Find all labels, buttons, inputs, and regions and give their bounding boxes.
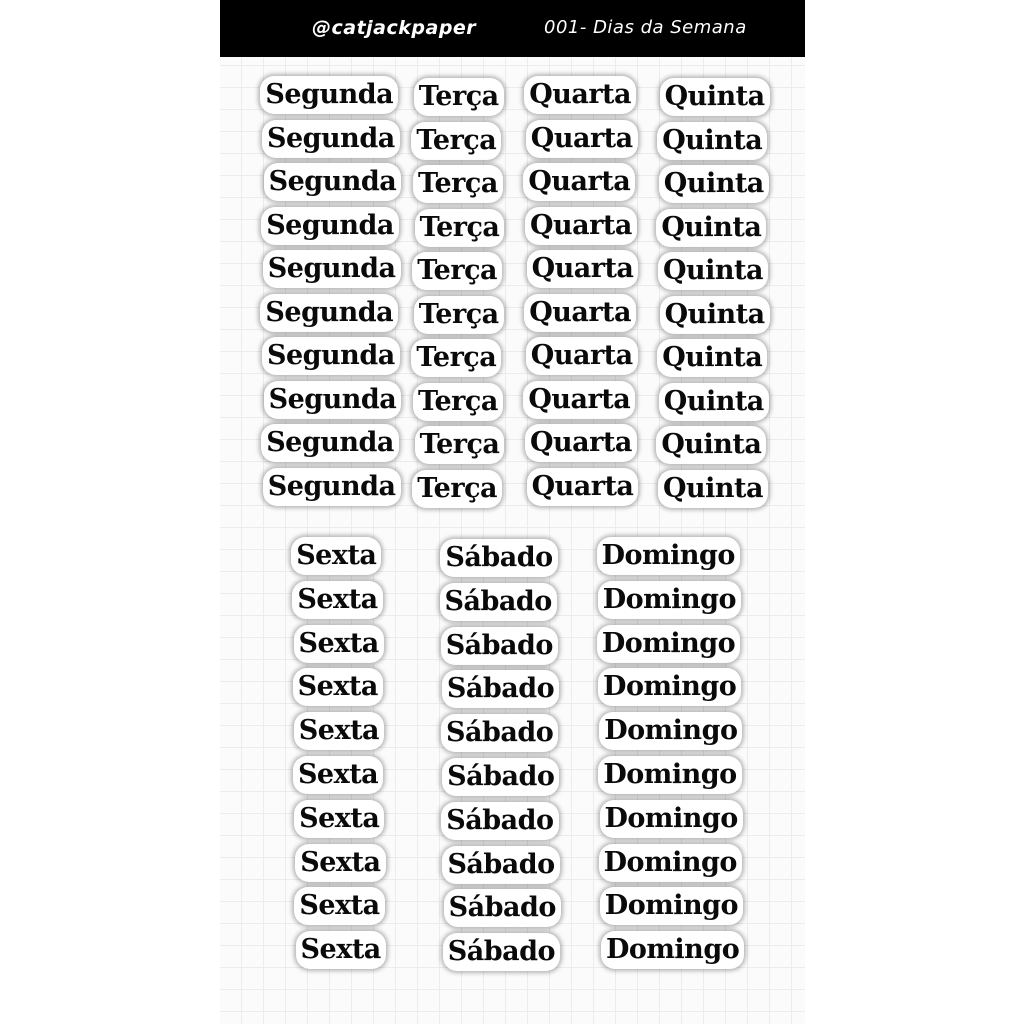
sticker-quinta: Quinta bbox=[658, 470, 768, 508]
sticker-quinta: Quinta bbox=[660, 296, 770, 334]
sticker-segunda: Segunda bbox=[263, 250, 401, 288]
sticker-terca: Terça bbox=[411, 339, 501, 377]
sticker-sexta: Sexta bbox=[294, 887, 384, 925]
sticker-sabado: Sábado bbox=[444, 889, 561, 927]
sticker-sexta: Sexta bbox=[294, 712, 384, 750]
sticker-sexta: Sexta bbox=[296, 931, 386, 969]
sticker-quinta: Quinta bbox=[658, 252, 768, 290]
sticker-sexta: Sexta bbox=[294, 800, 384, 838]
sticker-sabado: Sábado bbox=[441, 714, 558, 752]
sticker-terca: Terça bbox=[413, 165, 503, 203]
sticker-domingo: Domingo bbox=[598, 756, 741, 794]
sticker-quarta: Quarta bbox=[523, 163, 635, 201]
sticker-terca: Terça bbox=[411, 122, 501, 160]
sticker-segunda: Segunda bbox=[262, 120, 400, 158]
sticker-segunda: Segunda bbox=[261, 424, 399, 462]
sticker-sheet bbox=[220, 0, 805, 1024]
sticker-terca: Terça bbox=[415, 209, 505, 247]
sticker-sabado: Sábado bbox=[440, 539, 557, 577]
brand-handle: @catjackpaper bbox=[312, 17, 477, 39]
sticker-sabado: Sábado bbox=[443, 933, 560, 971]
sticker-segunda: Segunda bbox=[261, 207, 399, 245]
sticker-sabado: Sábado bbox=[442, 846, 559, 884]
sticker-terca: Terça bbox=[412, 252, 502, 290]
sticker-quarta: Quarta bbox=[525, 424, 637, 462]
sticker-domingo: Domingo bbox=[601, 931, 744, 969]
sticker-sabado: Sábado bbox=[442, 670, 559, 708]
sticker-segunda: Segunda bbox=[263, 468, 401, 506]
sticker-quarta: Quarta bbox=[527, 468, 639, 506]
sticker-quinta: Quinta bbox=[657, 339, 767, 377]
sticker-sexta: Sexta bbox=[292, 581, 382, 619]
sticker-sabado: Sábado bbox=[441, 627, 558, 665]
sticker-terca: Terça bbox=[414, 296, 504, 334]
sticker-domingo: Domingo bbox=[598, 581, 741, 619]
sticker-terca: Terça bbox=[415, 426, 505, 464]
sticker-terca: Terça bbox=[412, 470, 502, 508]
sticker-sabado: Sábado bbox=[441, 802, 558, 840]
sticker-segunda: Segunda bbox=[260, 294, 398, 332]
sticker-domingo: Domingo bbox=[599, 712, 742, 750]
sticker-domingo: Domingo bbox=[600, 887, 743, 925]
sticker-sabado: Sábado bbox=[440, 583, 557, 621]
sticker-quinta: Quinta bbox=[656, 426, 766, 464]
sticker-quinta: Quinta bbox=[659, 383, 769, 421]
sticker-segunda: Segunda bbox=[262, 337, 400, 375]
sticker-sexta: Sexta bbox=[291, 537, 381, 575]
sticker-domingo: Domingo bbox=[598, 668, 741, 706]
sheet-title: 001- Dias da Semana bbox=[544, 17, 747, 38]
sticker-segunda: Segunda bbox=[260, 76, 398, 114]
sticker-sexta: Sexta bbox=[295, 844, 385, 882]
sticker-quinta: Quinta bbox=[660, 78, 770, 116]
sheet-header bbox=[220, 0, 805, 57]
sticker-segunda: Segunda bbox=[264, 163, 402, 201]
sticker-quarta: Quarta bbox=[526, 120, 638, 158]
sticker-quarta: Quarta bbox=[526, 337, 638, 375]
sticker-domingo: Domingo bbox=[597, 625, 740, 663]
sticker-sabado: Sábado bbox=[442, 758, 559, 796]
sticker-sexta: Sexta bbox=[293, 668, 383, 706]
sticker-quinta: Quinta bbox=[656, 209, 766, 247]
sticker-quinta: Quinta bbox=[657, 122, 767, 160]
sticker-quinta: Quinta bbox=[659, 165, 769, 203]
sticker-quarta: Quarta bbox=[523, 381, 635, 419]
sticker-domingo: Domingo bbox=[599, 844, 742, 882]
sticker-domingo: Domingo bbox=[600, 800, 743, 838]
sticker-segunda: Segunda bbox=[264, 381, 402, 419]
sticker-terca: Terça bbox=[413, 383, 503, 421]
sticker-quarta: Quarta bbox=[524, 294, 636, 332]
sticker-sexta: Sexta bbox=[294, 625, 384, 663]
sticker-quarta: Quarta bbox=[524, 76, 636, 114]
sticker-domingo: Domingo bbox=[597, 537, 740, 575]
sticker-sexta: Sexta bbox=[293, 756, 383, 794]
sticker-quarta: Quarta bbox=[527, 250, 639, 288]
sticker-terca: Terça bbox=[414, 78, 504, 116]
sticker-quarta: Quarta bbox=[525, 207, 637, 245]
